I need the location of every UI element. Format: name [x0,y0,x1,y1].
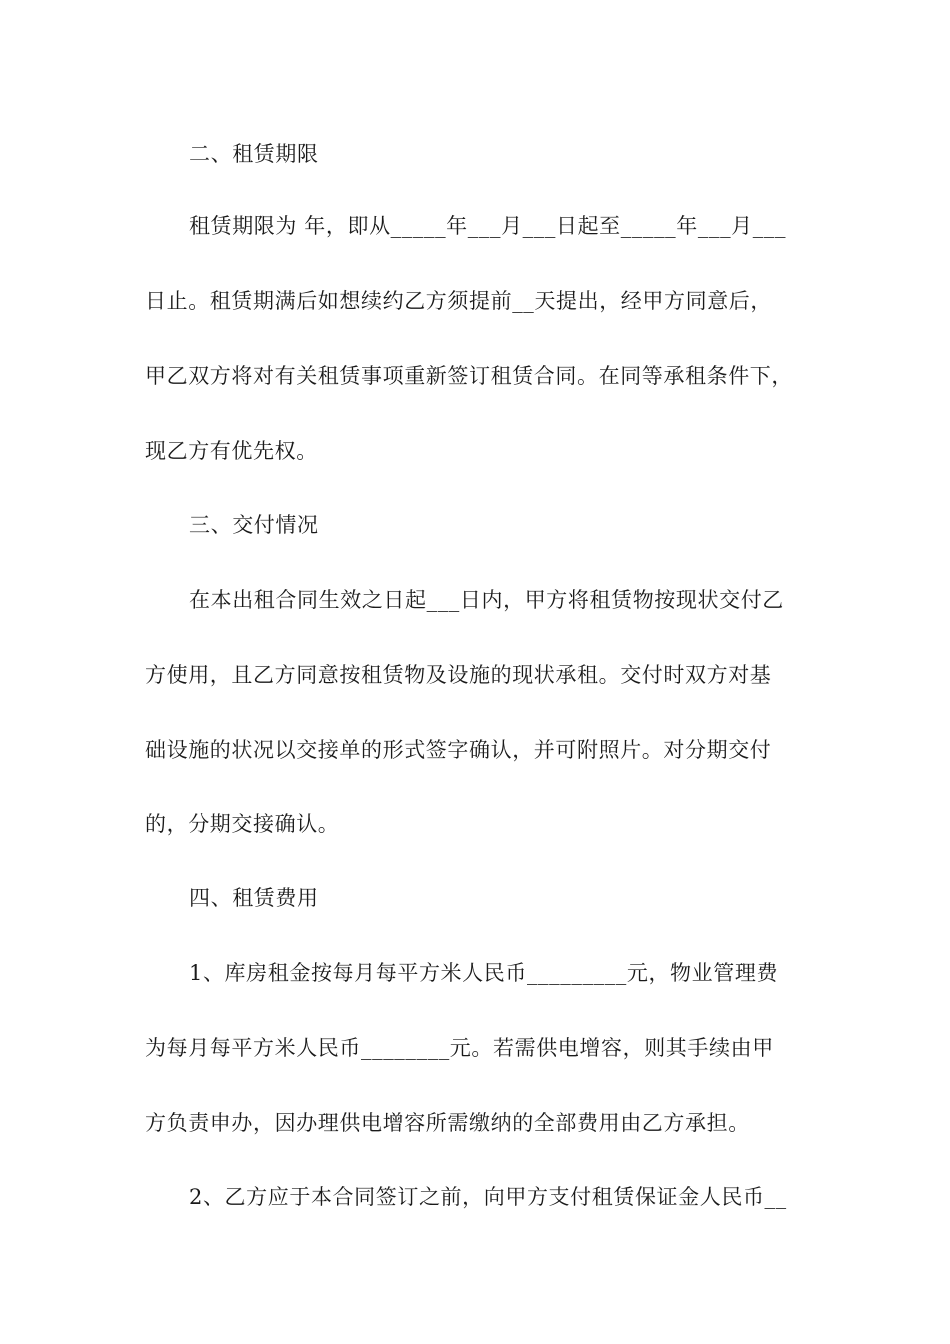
paragraph-line: 现乙方有优先权。 [145,439,318,463]
paragraph-line: 2、乙方应于本合同签订之前，向甲方支付租赁保证金人民币__ [189,1185,787,1209]
paragraph-line: 础设施的状况以交接单的形式签字确认，并可附照片。对分期交付 [145,738,772,762]
paragraph-line: 方负责申办，因办理供电增容所需缴纳的全部费用由乙方承担。 [145,1111,750,1135]
paragraph-line: 甲乙双方将对有关租赁事项重新签订租赁合同。在同等承租条件下， [145,364,793,388]
paragraph-line: 的，分期交接确认。 [145,812,340,836]
section-heading-delivery: 三、交付情况 [189,513,319,537]
section-heading-fees: 四、租赁费用 [189,886,319,910]
paragraph-line: 在本出租合同生效之日起___日内，甲方将租赁物按现状交付乙 [189,588,784,612]
paragraph-line: 1、库房租金按每月每平方米人民币_________元，物业管理费 [189,961,779,985]
paragraph-line: 方使用，且乙方同意按租赁物及设施的现状承租。交付时双方对基 [145,663,772,687]
section-heading-lease-term: 二、租赁期限 [189,142,319,166]
paragraph-line: 租赁期限为 年，即从_____年___月___日起至_____年___月___ [189,214,787,238]
paragraph-line: 日止。租赁期满后如想续约乙方须提前__天提出，经甲方同意后， [145,289,772,313]
paragraph-line: 为每月每平方米人民币________元。若需供电增容，则其手续由甲 [145,1036,774,1060]
